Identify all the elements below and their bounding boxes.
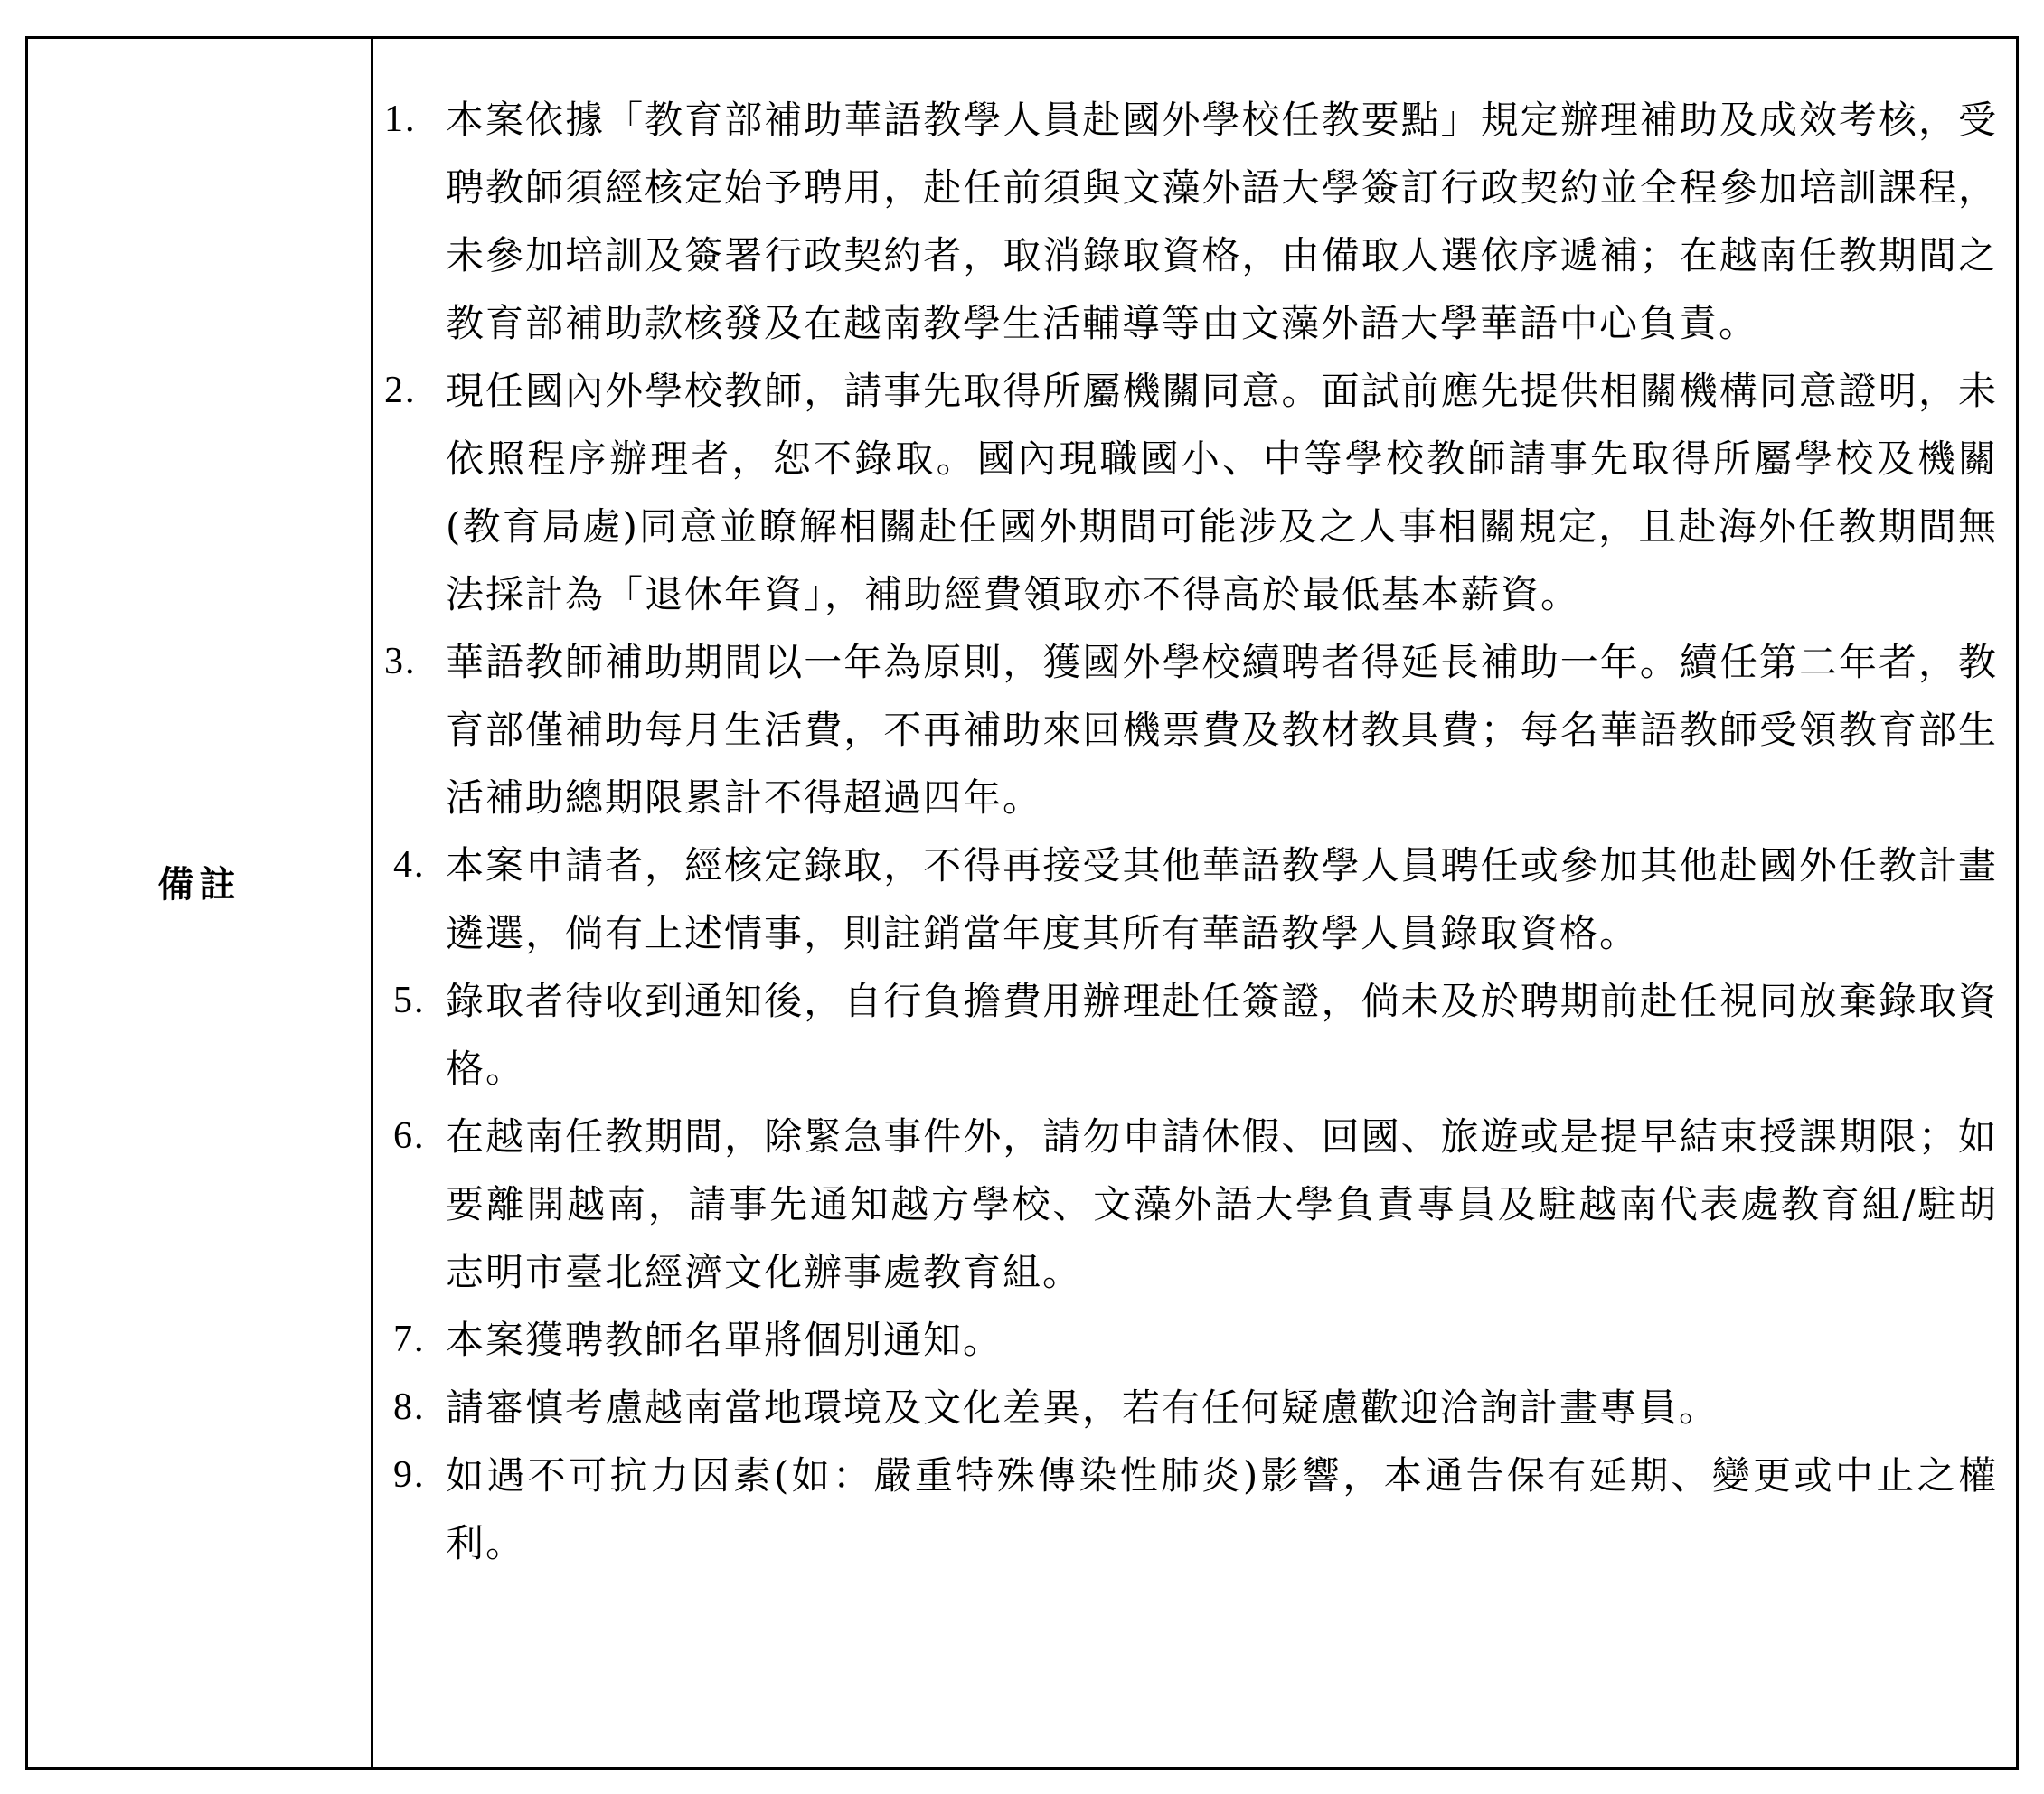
note-number: 5.	[393, 980, 426, 1021]
note-number: 9.	[393, 1454, 426, 1496]
note-item-8	[373, 1374, 1998, 1442]
note-item-2	[373, 357, 1998, 628]
note-number: 6.	[393, 1115, 426, 1157]
note-number: 7.	[393, 1319, 426, 1360]
note-text: 本案依據「教育部補助華語教學人員赴國外學校任教要點」規定辦理補助及成效考核，受聘教師須經核定始予聘用，赴任前須與文藻外語大學簽訂行政契約並全程參加培訓課程，未參加培訓及簽署行政契約者，取消錄取資格，由備取人選依序遞補；在越南任教期間之教育部補助款核發及在越南教學生活輔導等由文藻外語大學華語中心負責。	[446, 98, 1998, 345]
note-item-9	[373, 1442, 1998, 1577]
note-text: 本案申請者，經核定錄取，不得再接受其他華語教學人員聘任或參加其他赴國外任教計畫遴選，倘有上述情事，則註銷當年度其所有華語教學人員錄取資格。	[446, 843, 1998, 955]
note-number: 8.	[393, 1386, 426, 1428]
notes-content-cell	[373, 39, 2016, 1767]
note-text: 在越南任教期間，除緊急事件外，請勿申請休假、回國、旅遊或是提早結束授課期限；如要離開越南，請事先通知越方學校、文藻外語大學負責專員及駐越南代表處教育組/駐胡志明市臺北經濟文化辦事處教育組。	[446, 1114, 1998, 1294]
note-text: 如遇不可抗力因素(如：嚴重特殊傳染性肺炎)影響，本通告保有延期、變更或中止之權利。	[446, 1453, 1998, 1565]
note-text: 本案獲聘教師名單將個別通知。	[446, 1318, 1003, 1362]
note-text: 華語教師補助期間以一年為原則，獲國外學校續聘者得延長補助一年。續任第二年者，教育部僅補助每月生活費，不再補助來回機票費及教材教具費；每名華語教師受領教育部生活補助總期限累計不得超過四年。	[446, 640, 1998, 820]
note-item-1	[373, 86, 1998, 357]
label-cell	[28, 39, 373, 1767]
note-item-7	[373, 1306, 1998, 1374]
note-item-6	[373, 1103, 1998, 1306]
note-item-5	[373, 967, 1998, 1103]
note-item-3	[373, 628, 1998, 831]
note-number: 2.	[384, 370, 417, 411]
notes-table	[25, 36, 2019, 1770]
note-item-4	[373, 831, 1998, 967]
notes-label: 備註	[157, 863, 241, 906]
note-number: 4.	[393, 844, 426, 886]
note-text: 錄取者待收到通知後，自行負擔費用辦理赴任簽證，倘未及於聘期前赴任視同放棄錄取資格。	[446, 979, 1998, 1091]
note-number: 3.	[384, 641, 417, 682]
note-text: 請審慎考慮越南當地環境及文化差異，若有任何疑慮歡迎洽詢計畫專員。	[446, 1385, 1719, 1430]
note-text: 現任國內外學校教師，請事先取得所屬機關同意。面試前應先提供相關機構同意證明，未依照程序辦理者，恕不錄取。國內現職國小、中等學校教師請事先取得所屬學校及機關(教育局處)同意並瞭解相關赴任國外期間可能涉及之人事相關規定，且赴海外任教期間無法採計為「退休年資」，補助經費領取亦不得高於最低基本薪資。	[446, 369, 1998, 616]
note-number: 1.	[384, 99, 417, 140]
